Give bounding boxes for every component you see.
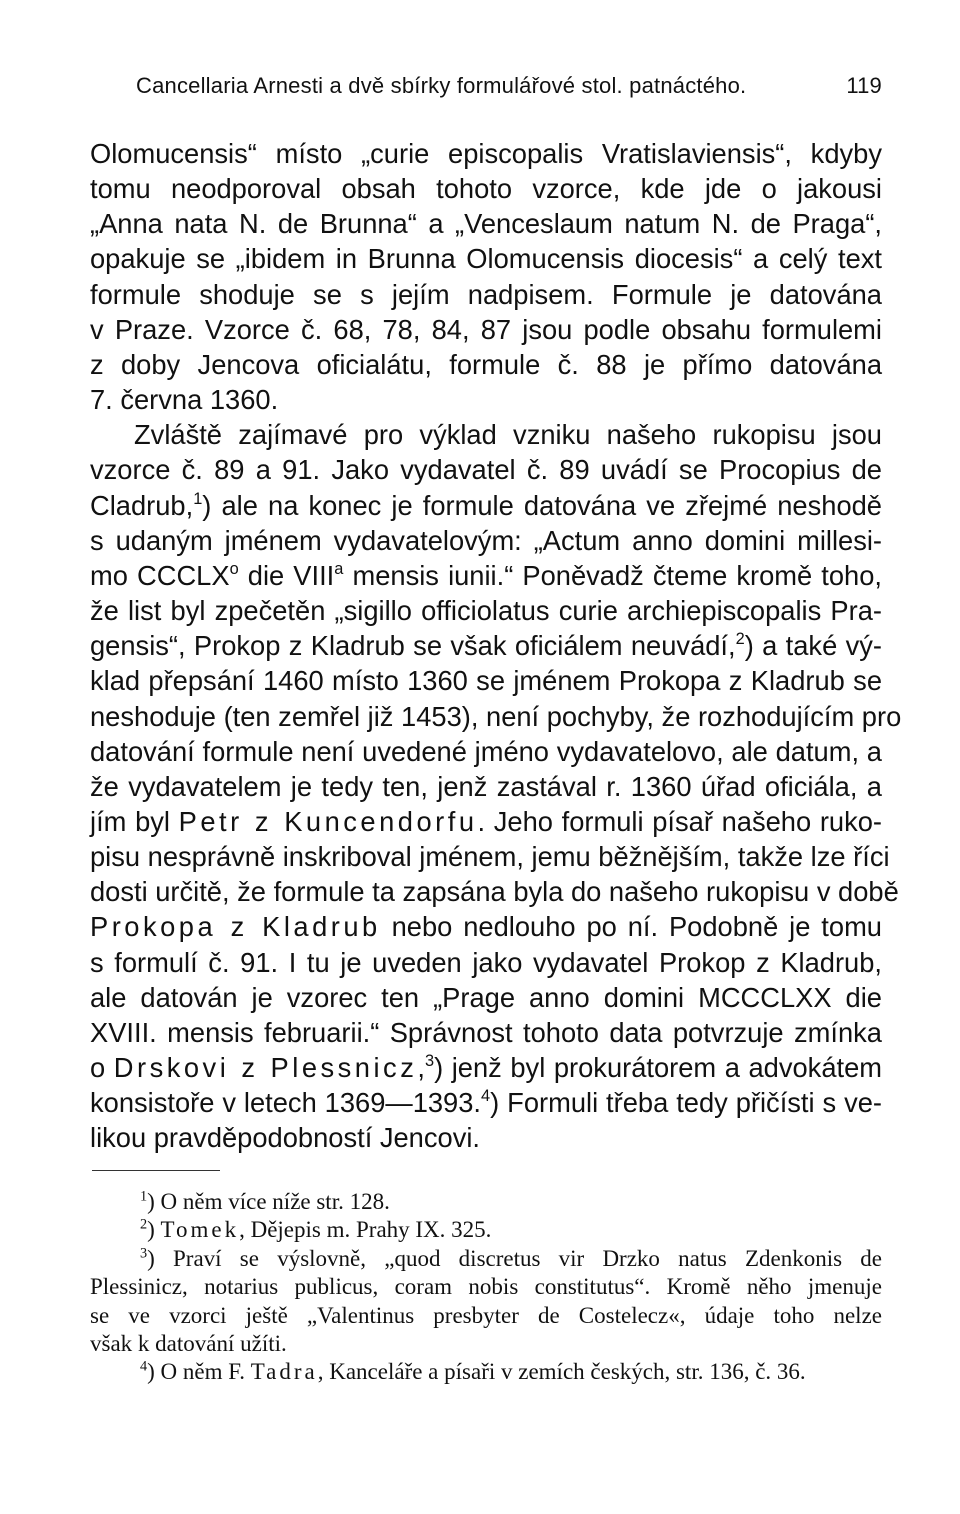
text-line: opakuje se „ibidem in Brunna Olomucensis diocesis“ a celý text	[90, 243, 882, 275]
spaced-name: Prokopa z Kladrub	[90, 911, 381, 943]
footnote-ref: 2	[735, 630, 745, 649]
text-run: )	[147, 1217, 161, 1243]
text-run: die VIII	[238, 559, 335, 591]
text-line	[90, 1085, 882, 1120]
text-run: mo CCCLX	[90, 559, 230, 591]
text-line	[90, 909, 882, 944]
text-line: že list byl zpečetěn „sigillo officiolatus curie archiepiscopalis Pra-	[90, 595, 882, 627]
text-line	[90, 488, 882, 523]
running-header	[136, 70, 882, 102]
text-run: ) ale na konec je formule datována ve zřejmé neshodě	[202, 489, 882, 521]
text-line: klad přepsání 1460 místo 1360 se jménem Prokopa z Kladrub se	[90, 665, 882, 697]
paragraph-continued	[90, 136, 882, 417]
footnote	[90, 1216, 882, 1244]
text-line	[90, 1358, 882, 1386]
text-run: jím byl	[90, 805, 179, 837]
text-line: s udaným jménem vydavatelovým: „Actum anno domini millesi-	[90, 524, 882, 556]
footnote-mark: 2	[140, 1216, 148, 1233]
text-line	[90, 804, 882, 839]
spaced-name: Tomek	[160, 1217, 240, 1243]
text-run: ) Formuli třeba tedy přičísti s ve-	[490, 1087, 883, 1119]
text-line: pisu nesprávně inskriboval jménem, jemu běžnějším, takže lze říci	[90, 841, 890, 873]
text-run: gensis“, Prokop z Kladrub se však oficiálem neuvádí,	[90, 630, 736, 662]
footnote	[90, 1188, 882, 1216]
spaced-name: Tadra	[250, 1359, 318, 1385]
text-line	[90, 558, 882, 593]
main-text	[90, 136, 902, 1156]
footnote	[90, 1358, 882, 1386]
footnote-ref: 1	[193, 489, 203, 508]
text-line: Zvláště zajímavé pro výklad vzniku našeho rukopisu jsou	[134, 419, 882, 451]
text-run: , Kanceláře a písaři v zemích českých, str. 136, č. 36.	[317, 1359, 806, 1385]
footnote	[90, 1245, 882, 1359]
superscript: o	[229, 559, 239, 578]
spaced-name: Drskovi z Plessnicz	[113, 1052, 418, 1084]
text-line	[90, 628, 882, 663]
footnote-ref: 4	[481, 1087, 491, 1106]
text-run: nebo nedlouho po ní. Podobně je tomu	[380, 911, 882, 943]
text-line: tomu neodporoval obsah tohoto vzorce, kde jde o jakousi	[90, 173, 882, 205]
text-line: však k datování užíti.	[90, 1331, 287, 1357]
text-run: mensis iunii.“ Poněvadž čteme kromě toho,	[343, 559, 883, 591]
text-run: , Dějepis m. Prahy IX. 325.	[239, 1217, 492, 1243]
text-line: vzorce č. 89 a 91. Jako vydavatel č. 89 uvádí se Procopius de	[90, 454, 882, 486]
paragraph-main	[90, 417, 902, 1155]
footnotes	[90, 1188, 882, 1387]
text-line	[90, 1216, 882, 1244]
text-line: 7. června 1360.	[90, 384, 279, 416]
text-run: Cladrub,	[90, 489, 194, 521]
footnote-mark: 3	[140, 1245, 148, 1262]
text-line: formule shoduje se s jejím nadpisem. Formule je datována	[90, 278, 882, 310]
text-run: ) Praví se výslovně, „quod discretus vir Drzko natus Zdenkonis de	[147, 1245, 882, 1271]
text-line: Plessinicz, notarius publicus, coram nobis constitutus“. Kromě něho jmenuje	[90, 1274, 882, 1300]
text-line: „Anna nata N. de Brunna“ a „Venceslaum natum N. de Praga“,	[90, 208, 882, 240]
text-line: dosti určitě, že formule ta zapsána byla do našeho rukopisu v době	[90, 876, 899, 908]
text-line: ale datován je vzorec ten „Prage anno domini MCCCLXX die	[90, 981, 882, 1013]
text-line: XVIII. mensis februarii.“ Správnost tohoto data potvrzuje zmínka	[90, 1016, 882, 1048]
text-run: ) a také vý-	[744, 630, 882, 662]
text-line	[90, 1188, 882, 1216]
text-line: z doby Jencova oficialátu, formule č. 88 je přímo datována	[90, 348, 882, 380]
text-line	[90, 1245, 882, 1273]
text-line: v Praze. Vzorce č. 68, 78, 84, 87 jsou podle obsahu formulemi	[90, 313, 882, 345]
text-line	[90, 1050, 882, 1085]
text-line: že vydavatelem je tedy ten, jenž zastával r. 1360 úřad oficiála, a	[90, 770, 882, 802]
footnote-mark: 1	[140, 1188, 148, 1205]
text-line: datování formule není uvedené jméno vydavatelovo, ale datum, a	[90, 735, 882, 767]
footnote-separator	[92, 1170, 220, 1171]
footnote-ref: 3	[424, 1052, 435, 1071]
running-title: Cancellaria Arnesti a dvě sbírky formulářové stol. patnáctého.	[136, 73, 747, 98]
text-run: ) O něm F.	[147, 1359, 251, 1385]
footnote-mark: 4	[140, 1358, 148, 1375]
page-number: 119	[846, 73, 882, 98]
text-run: o	[90, 1052, 114, 1084]
text-run: ) O něm více níže str. 128.	[147, 1189, 390, 1214]
text-line: se ve vzorci ještě „Valentinus presbyter de Costelecz«, údaje toho nelze	[90, 1302, 882, 1328]
text-line: likou pravděpodobností Jencovi.	[90, 1122, 480, 1154]
text-run: konsistoře v letech 1369—1393.	[90, 1087, 482, 1119]
superscript: a	[334, 559, 344, 578]
spaced-name: Petr z Kuncendorfu	[178, 805, 478, 837]
text-run: ,	[417, 1052, 425, 1084]
text-line: s formulí č. 91. I tu je uveden jako vydavatel Prokop z Kladrub,	[90, 946, 882, 978]
text-run: ) jenž byl prokurátorem a advokátem	[434, 1052, 883, 1084]
text-line: neshoduje (ten zemřel již 1453), není pochyby, že rozhodujícím pro	[90, 700, 902, 732]
text-run: . Jeho formuli písař našeho ruko-	[477, 805, 883, 837]
text-line: Olomucensis“ místo „curie episcopalis Vratislaviensis“, kdyby	[90, 138, 882, 169]
